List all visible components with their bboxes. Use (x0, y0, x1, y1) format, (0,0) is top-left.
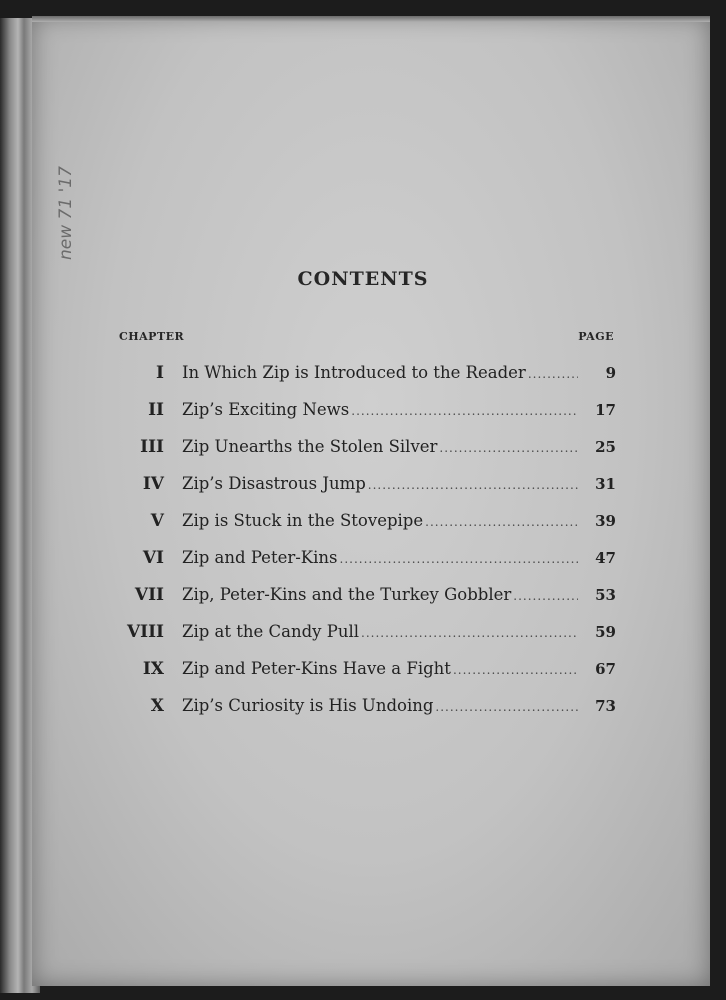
contents-heading: CONTENTS (297, 268, 429, 290)
chapter-number: IX (142, 658, 164, 679)
handwritten-annotation: new 71 '17 (56, 166, 76, 260)
toc-row (100, 613, 616, 650)
chapter-number: II (148, 399, 164, 420)
dot-leader (439, 441, 578, 455)
chapter-number: V (150, 510, 164, 531)
page-number: 73 (595, 696, 616, 715)
chapter-column-label: CHAPTER (119, 330, 185, 343)
dot-leader (351, 404, 578, 418)
chapter-title: Zip and Peter-Kins (182, 548, 338, 567)
chapter-title: Zip’s Disastrous Jump (182, 474, 366, 493)
table-of-contents (100, 354, 616, 724)
toc-row (100, 687, 616, 724)
page-number: 17 (595, 400, 616, 419)
chapter-title: Zip is Stuck in the Stovepipe (182, 511, 424, 530)
dot-leader (425, 515, 578, 529)
page-column-label: PAGE (578, 330, 614, 343)
toc-row (100, 465, 616, 502)
chapter-title-line (182, 437, 584, 456)
toc-row (100, 354, 616, 391)
dot-leader (453, 663, 578, 677)
toc-row (100, 650, 616, 687)
dot-leader (368, 478, 578, 492)
chapter-title-line (182, 696, 584, 715)
chapter-title-line (182, 659, 584, 678)
chapter-number: III (140, 436, 164, 457)
chapter-title-line (182, 400, 584, 419)
dot-leader (513, 589, 578, 603)
toc-row (100, 576, 616, 613)
page-number: 53 (595, 585, 616, 604)
toc-row (100, 502, 616, 539)
chapter-title-line (182, 363, 584, 382)
dot-leader (361, 626, 578, 640)
dot-leader (435, 700, 578, 714)
chapter-number: X (150, 695, 164, 716)
chapter-number: VIII (126, 621, 164, 642)
toc-row (100, 391, 616, 428)
page-number: 9 (605, 363, 616, 382)
chapter-number: VII (134, 584, 164, 605)
page-number: 67 (595, 659, 616, 678)
chapter-number: VI (142, 547, 164, 568)
dot-leader (528, 367, 578, 381)
page-number: 59 (595, 622, 616, 641)
chapter-title: Zip’s Curiosity is His Undoing (182, 696, 434, 715)
chapter-title-line (182, 474, 584, 493)
toc-row (100, 428, 616, 465)
chapter-title-line (182, 548, 584, 567)
chapter-title: Zip’s Exciting News (182, 400, 350, 419)
chapter-number: I (156, 362, 164, 383)
chapter-title-line (182, 511, 584, 530)
page-number: 25 (595, 437, 616, 456)
dot-leader (340, 552, 578, 566)
chapter-title: Zip Unearths the Stolen Silver (182, 437, 438, 456)
page-top-edge (32, 16, 710, 22)
chapter-title: In Which Zip is Introduced to the Reader (182, 363, 526, 382)
chapter-title: Zip at the Candy Pull (182, 622, 360, 641)
page-number: 39 (595, 511, 616, 530)
chapter-title: Zip, Peter-Kins and the Turkey Gobbler (182, 585, 512, 604)
chapter-title-line (182, 622, 584, 641)
chapter-number: IV (142, 473, 164, 494)
toc-row (100, 539, 616, 576)
chapter-title: Zip and Peter-Kins Have a Fight (182, 659, 451, 678)
chapter-title-line (182, 585, 584, 604)
page-number: 47 (595, 548, 616, 567)
page-number: 31 (595, 474, 616, 493)
